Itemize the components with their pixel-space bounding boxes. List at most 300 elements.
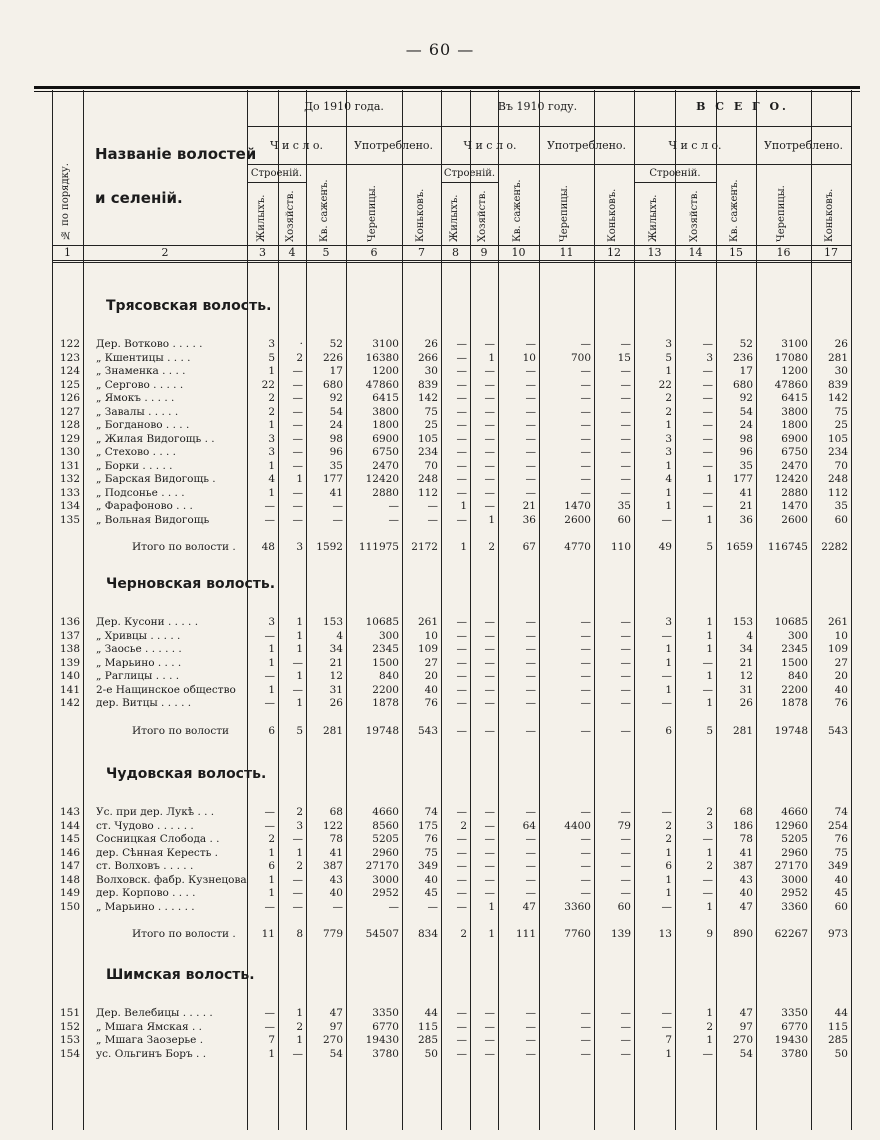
table-cell: —: [525, 860, 536, 872]
table-cell: —: [484, 819, 495, 832]
table-cell: 47: [739, 900, 753, 913]
table-cell: —: [456, 683, 467, 696]
table-cell: 2952: [781, 887, 808, 899]
settlement-name: „ Мшага Заозерье .: [96, 1034, 204, 1046]
row-number: 138: [59, 643, 80, 655]
table-cell: 177: [732, 473, 753, 485]
table-cell: —: [292, 873, 303, 886]
table-cell: —: [580, 392, 591, 404]
table-cell: 10: [834, 629, 848, 642]
table-cell: —: [292, 683, 303, 696]
settlement-name: „ Подсонье . . . .: [96, 486, 185, 499]
table-cell: —: [525, 446, 536, 458]
table-cell: 2: [268, 405, 275, 418]
table-row: [0, 379, 880, 393]
table-cell: 34: [739, 643, 753, 655]
table-cell: 27: [834, 656, 848, 669]
table-cell: 2: [296, 1020, 303, 1033]
total-row: [0, 928, 880, 942]
column-number: 7: [418, 246, 425, 259]
total-cell: 9: [706, 928, 713, 940]
table-cell: 36: [522, 513, 536, 526]
table-cell: 76: [424, 833, 438, 845]
settlement-name: Ус. при дер. Лукѣ . . .: [96, 806, 215, 818]
section-title: Чудовская волость.: [106, 766, 267, 782]
table-cell: 1: [268, 683, 275, 696]
table-cell: —: [702, 683, 713, 696]
total-cell: 779: [322, 928, 343, 940]
table-cell: 3: [268, 432, 275, 445]
table-cell: —: [702, 338, 713, 350]
table-cell: 1200: [781, 365, 808, 377]
table-cell: 54: [329, 1047, 343, 1060]
table-cell: 3: [665, 446, 672, 458]
table-cell: —: [484, 873, 495, 886]
table-cell: 3100: [372, 338, 399, 350]
table-cell: 2: [460, 819, 467, 832]
table-cell: 2200: [372, 683, 399, 696]
table-cell: 92: [739, 392, 753, 404]
table-cell: —: [525, 365, 536, 377]
table-cell: —: [484, 833, 495, 845]
total-cell: 67: [522, 541, 536, 553]
table-cell: —: [702, 432, 713, 445]
table-cell: —: [456, 473, 467, 485]
table-cell: 6900: [781, 432, 808, 445]
table-cell: 45: [834, 887, 848, 899]
table-cell: 75: [424, 846, 438, 859]
row-number: 128: [59, 419, 80, 431]
table-cell: 3: [296, 819, 303, 832]
table-cell: 60: [617, 900, 631, 913]
table-cell: —: [525, 846, 536, 859]
table-cell: 60: [834, 900, 848, 913]
column-number: 9: [480, 246, 488, 259]
table-cell: 43: [739, 873, 753, 886]
table-cell: 349: [417, 860, 438, 872]
header-serial-no: № по порядку.: [60, 163, 71, 240]
table-cell: —: [580, 697, 591, 709]
table-cell: 10685: [365, 616, 399, 628]
table-cell: —: [580, 656, 591, 669]
table-cell: 97: [739, 1020, 753, 1033]
table-cell: —: [620, 616, 631, 628]
table-cell: 3360: [781, 900, 808, 913]
table-cell: 226: [322, 351, 343, 364]
table-cell: 1: [268, 365, 275, 377]
table-cell: 270: [732, 1034, 753, 1046]
table-cell: 76: [834, 697, 848, 709]
total-cell: 54507: [365, 928, 399, 940]
table-cell: 1: [268, 846, 275, 859]
table-cell: 47: [739, 1007, 753, 1019]
column-number: 5: [322, 246, 330, 259]
table-cell: 1: [296, 1007, 303, 1019]
total-cell: —: [580, 724, 591, 737]
table-cell: 3: [665, 338, 672, 350]
table-cell: —: [580, 432, 591, 445]
table-cell: —: [456, 351, 467, 364]
table-cell: —: [525, 486, 536, 499]
table-cell: —: [456, 873, 467, 886]
table-cell: —: [456, 1047, 467, 1060]
total-cell: —: [484, 724, 495, 737]
table-cell: 1800: [781, 419, 808, 431]
total-cell: 281: [322, 724, 343, 737]
table-cell: —: [580, 670, 591, 682]
table-cell: —: [525, 643, 536, 655]
table-cell: —: [702, 486, 713, 499]
table-cell: 1: [665, 1047, 672, 1060]
table-cell: 349: [827, 860, 848, 872]
table-cell: —: [292, 392, 303, 404]
table-cell: 3: [268, 446, 275, 458]
table-row: [0, 460, 880, 474]
table-cell: —: [456, 887, 467, 899]
table-cell: 60: [834, 513, 848, 526]
table-cell: —: [484, 500, 495, 512]
table-cell: 75: [424, 405, 438, 418]
table-cell: 2: [665, 405, 672, 418]
table-cell: 1: [268, 419, 275, 431]
row-number: 135: [59, 513, 80, 526]
table-cell: —: [484, 1034, 495, 1046]
table-cell: 2960: [781, 846, 808, 859]
total-cell: 834: [417, 928, 438, 940]
table-cell: —: [292, 500, 303, 512]
table-cell: 1470: [781, 500, 808, 512]
table-cell: —: [456, 1007, 467, 1019]
table-cell: —: [702, 419, 713, 431]
table-cell: 97: [329, 1020, 343, 1033]
total-cell: 4770: [564, 541, 591, 553]
table-cell: 285: [417, 1034, 438, 1046]
table-cell: —: [580, 616, 591, 628]
table-cell: 21: [329, 656, 343, 669]
table-cell: —: [580, 1047, 591, 1060]
table-cell: —: [620, 1020, 631, 1033]
table-cell: 20: [424, 670, 438, 682]
table-cell: 79: [617, 819, 631, 832]
table-cell: —: [580, 473, 591, 485]
row-number: 145: [59, 833, 80, 845]
row-number: 132: [59, 473, 80, 485]
row-number: 134: [59, 500, 80, 512]
table-cell: —: [484, 1007, 495, 1019]
table-cell: —: [620, 419, 631, 431]
row-number: 123: [59, 351, 80, 364]
table-cell: —: [292, 378, 303, 391]
table-cell: —: [580, 459, 591, 472]
table-cell: —: [580, 378, 591, 391]
table-cell: 3350: [372, 1007, 399, 1019]
table-cell: 50: [424, 1047, 438, 1060]
table-cell: —: [264, 513, 275, 526]
total-cell: 6: [268, 724, 275, 737]
table-cell: 68: [739, 806, 753, 818]
table-cell: —: [484, 1047, 495, 1060]
table-cell: —: [484, 459, 495, 472]
table-cell: 142: [417, 392, 438, 404]
row-number: 124: [59, 365, 80, 377]
header-stroeniy-2: Строеній.: [443, 168, 496, 179]
table-cell: —: [702, 1047, 713, 1060]
table-cell: 27170: [365, 860, 399, 872]
table-cell: —: [702, 405, 713, 418]
table-cell: 3: [665, 616, 672, 628]
col-rule: [851, 90, 852, 1130]
header-upotr-2: Употреблено.: [546, 139, 627, 152]
table-cell: 2880: [372, 486, 399, 499]
table-cell: 98: [329, 432, 343, 445]
table-cell: 54: [329, 405, 343, 418]
table-cell: 4: [336, 629, 343, 642]
table-cell: 2960: [372, 846, 399, 859]
table-cell: —: [292, 513, 303, 526]
table-cell: 2: [296, 351, 303, 364]
row-number: 148: [59, 873, 80, 886]
row-number: 154: [59, 1047, 80, 1060]
table-cell: 105: [827, 432, 848, 445]
table-cell: 35: [617, 500, 631, 512]
table-cell: —: [525, 806, 536, 818]
table-cell: 26: [424, 338, 438, 350]
table-cell: 6415: [372, 392, 399, 404]
total-cell: 5: [296, 724, 303, 737]
table-cell: —: [292, 459, 303, 472]
table-cell: 16380: [365, 351, 399, 364]
table-cell: 6770: [372, 1020, 399, 1033]
table-cell: —: [484, 392, 495, 404]
table-cell: —: [580, 846, 591, 859]
table-cell: 6770: [781, 1020, 808, 1033]
settlement-name: Волховск. фабр. Кузнецова: [96, 873, 247, 886]
table-cell: 35: [739, 459, 753, 472]
table-cell: 266: [417, 351, 438, 364]
table-cell: 20: [834, 670, 848, 682]
table-cell: —: [702, 446, 713, 458]
table-cell: 3360: [564, 900, 591, 913]
total-cell: 2172: [411, 541, 438, 553]
header-stroeniy-3: Строеній.: [649, 168, 701, 179]
table-cell: —: [484, 446, 495, 458]
table-cell: —: [525, 405, 536, 418]
total-cell: 13: [658, 928, 672, 940]
table-cell: 1: [706, 1007, 713, 1019]
table-cell: 3800: [372, 405, 399, 418]
header-kv: Кв. саженъ.: [512, 179, 523, 242]
table-cell: 840: [378, 670, 399, 682]
table-cell: 34: [329, 643, 343, 655]
table-cell: 1: [268, 486, 275, 499]
table-cell: —: [484, 697, 495, 709]
table-cell: —: [702, 656, 713, 669]
column-number: 10: [511, 246, 526, 259]
table-cell: 1: [665, 459, 672, 472]
table-row: [0, 433, 880, 447]
table-cell: 122: [322, 819, 343, 832]
table-cell: —: [525, 459, 536, 472]
settlement-name: „ Раглицы . . . .: [96, 670, 180, 682]
table-cell: 1: [706, 643, 713, 655]
table-cell: 17080: [774, 351, 808, 364]
table-cell: 52: [739, 338, 753, 350]
table-cell: 78: [739, 833, 753, 845]
table-cell: 40: [424, 873, 438, 886]
table-cell: —: [525, 656, 536, 669]
table-row: [0, 684, 880, 698]
settlement-name: ст. Волховъ . . . . .: [96, 860, 194, 872]
table-cell: —: [580, 629, 591, 642]
table-cell: —: [620, 378, 631, 391]
table-row: [0, 487, 880, 501]
table-cell: 1: [706, 846, 713, 859]
table-cell: 4400: [564, 819, 591, 832]
table-row: [0, 514, 880, 528]
row-number: 130: [59, 446, 80, 458]
table-cell: —: [525, 1007, 536, 1019]
total-cell: 1592: [316, 541, 343, 553]
settlement-name: ус. Ольгинъ Боръ . .: [96, 1047, 207, 1060]
table-cell: —: [484, 378, 495, 391]
table-cell: 700: [570, 351, 591, 364]
table-cell: 261: [827, 616, 848, 628]
settlement-name: „ Вольная Видогощь: [96, 513, 210, 526]
table-cell: 1: [706, 900, 713, 913]
header-rule: [52, 260, 851, 261]
table-cell: 2470: [781, 459, 808, 472]
settlement-name: ст. Чудово . . . . . .: [96, 819, 194, 832]
table-cell: —: [620, 1007, 631, 1019]
total-cell: 110: [610, 541, 631, 553]
total-cell: 973: [827, 928, 848, 940]
table-cell: —: [484, 432, 495, 445]
row-number: 137: [59, 629, 80, 642]
table-cell: —: [456, 365, 467, 377]
table-cell: 1: [665, 683, 672, 696]
table-cell: —: [456, 643, 467, 655]
row-number: 147: [59, 860, 80, 872]
column-number: 13: [647, 246, 662, 259]
row-number: 131: [59, 459, 80, 472]
table-cell: 4: [746, 629, 753, 642]
table-cell: —: [264, 806, 275, 818]
table-cell: —: [620, 392, 631, 404]
header-rule: [441, 182, 498, 183]
header-konkov: Коньковъ.: [415, 188, 426, 242]
table-cell: —: [702, 833, 713, 845]
table-cell: 1: [665, 486, 672, 499]
table-cell: —: [456, 419, 467, 431]
table-cell: 1: [296, 473, 303, 485]
table-cell: —: [525, 432, 536, 445]
table-cell: —: [292, 419, 303, 431]
table-cell: —: [620, 846, 631, 859]
total-cell: 111: [515, 928, 536, 940]
table-cell: —: [525, 419, 536, 431]
header-stroeniy-1: Строеній.: [250, 168, 303, 179]
header-chislo-3: Ч и с л о.: [668, 139, 722, 152]
table-cell: 142: [827, 392, 848, 404]
table-cell: —: [580, 486, 591, 499]
table-cell: —: [484, 846, 495, 859]
table-cell: 1: [706, 513, 713, 526]
table-cell: 6750: [781, 446, 808, 458]
table-cell: 12: [739, 670, 753, 682]
table-cell: 26: [739, 697, 753, 709]
total-cell: 6: [665, 724, 672, 737]
table-cell: —: [484, 365, 495, 377]
table-top-rule: [34, 86, 860, 89]
table-cell: 4: [268, 473, 275, 485]
row-number: 122: [59, 338, 80, 350]
header-cherep: Черепицы.: [367, 185, 378, 242]
table-cell: —: [525, 683, 536, 696]
table-cell: 70: [834, 459, 848, 472]
table-cell: —: [702, 378, 713, 391]
header-kv: Кв. саженъ.: [729, 179, 740, 242]
table-cell: —: [620, 486, 631, 499]
table-cell: —: [456, 338, 467, 350]
table-cell: 261: [417, 616, 438, 628]
table-cell: —: [580, 365, 591, 377]
table-cell: 2600: [781, 513, 808, 526]
table-cell: —: [525, 1034, 536, 1046]
settlement-name: Сосницкая Слобода . .: [96, 833, 220, 845]
table-cell: 839: [827, 378, 848, 391]
header-konkov: Коньковъ.: [824, 188, 835, 242]
table-row: [0, 1034, 880, 1048]
table-cell: —: [484, 486, 495, 499]
row-number: 127: [59, 405, 80, 418]
table-cell: —: [661, 806, 672, 818]
table-cell: —: [456, 900, 467, 913]
table-cell: 3780: [781, 1047, 808, 1060]
table-cell: —: [620, 459, 631, 472]
table-cell: 2: [268, 392, 275, 404]
table-cell: —: [620, 873, 631, 886]
header-period-1: До 1910 года.: [304, 100, 384, 113]
table-cell: 3: [268, 616, 275, 628]
table-cell: 2200: [781, 683, 808, 696]
table-row: [0, 847, 880, 861]
table-row: [0, 670, 880, 684]
row-number: 129: [59, 432, 80, 445]
table-cell: —: [484, 860, 495, 872]
table-cell: 8560: [372, 819, 399, 832]
table-cell: 17: [739, 365, 753, 377]
table-cell: 153: [322, 616, 343, 628]
table-cell: —: [525, 392, 536, 404]
table-cell: 3: [706, 351, 713, 364]
table-cell: 47: [329, 1007, 343, 1019]
table-row: [0, 874, 880, 888]
table-cell: 115: [417, 1020, 438, 1033]
table-cell: 680: [732, 378, 753, 391]
table-cell: —: [427, 513, 438, 526]
table-cell: 75: [834, 405, 848, 418]
settlement-name: „ Богданово . . . .: [96, 419, 190, 431]
table-row: [0, 1021, 880, 1035]
table-row: [0, 1007, 880, 1021]
table-cell: 3350: [781, 1007, 808, 1019]
settlement-name: Дер. Кусони . . . . .: [96, 616, 199, 628]
total-cell: 11: [261, 928, 275, 940]
table-cell: 387: [732, 860, 753, 872]
table-cell: —: [525, 338, 536, 350]
table-cell: 2952: [372, 887, 399, 899]
table-cell: 1: [665, 500, 672, 512]
